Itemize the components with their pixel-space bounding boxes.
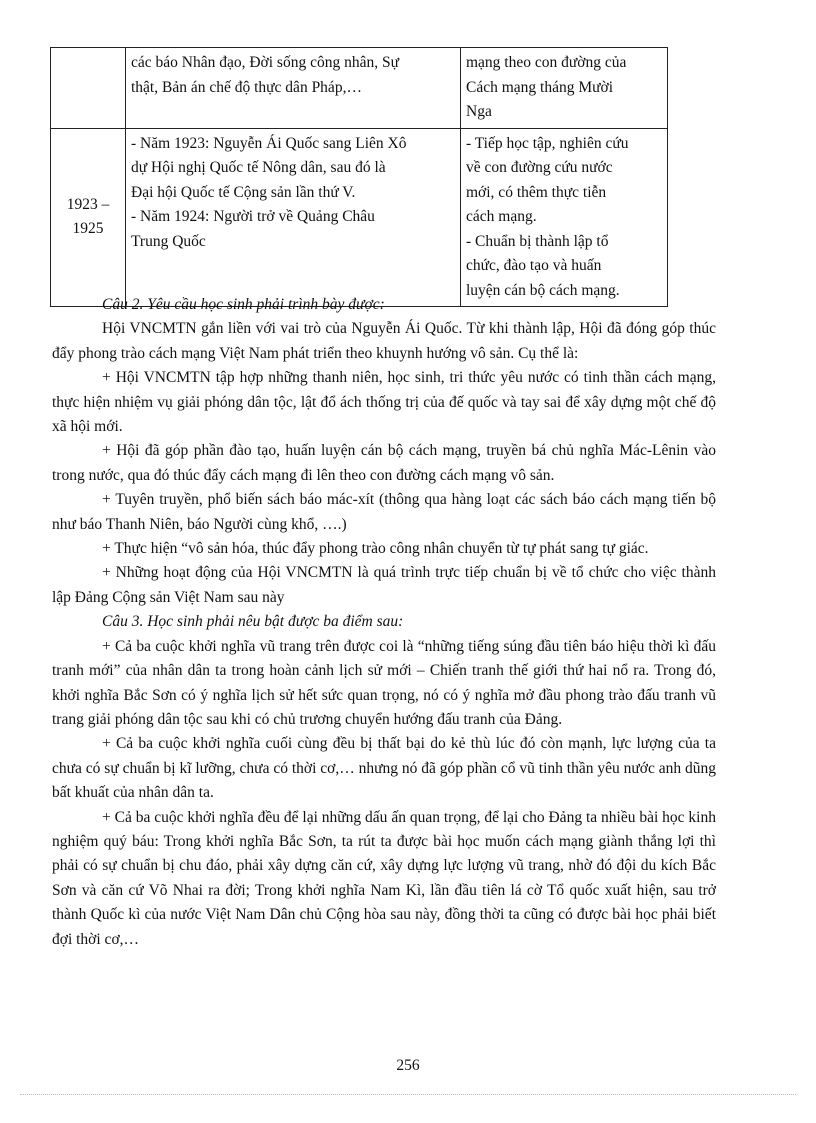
body-paragraph: + Hội đã góp phần đào tạo, huấn luyện cán bộ cách mạng, truyền bá chủ nghĩa Mác-Lênin vào trong nước, qua đó thúc đẩy cách mạng đi lên theo con đường cách mạng vô sản. [52, 442, 716, 484]
table-row [51, 48, 668, 129]
body-paragraph: + Cả ba cuộc khởi nghĩa vũ trang trên được coi là “những tiếng súng đầu tiên báo hiệu thời kì đấu tranh mới” của nhân dân ta trong hoàn cảnh lịch sử mới – Chiến tranh thế giới thứ hai nổ ra. Trong đó, khởi nghĩa Bắc Sơn có ý nghĩa lịch sử hết sức quan trọng, nó có ý nghĩa mở đầu phong trào đấu tranh vũ trang giải phóng dân tộc sau khi có chủ trương chuyển hướng đấu tranh của Đảng. [52, 637, 716, 728]
significance-line: Nga [466, 103, 492, 120]
footer-divider [20, 1094, 796, 1095]
events-line: - Năm 1924: Người trở về Quảng Châu [131, 208, 375, 225]
events-cell [126, 128, 461, 307]
significance-line: Cách mạng tháng Mười [466, 78, 614, 96]
significance-line: - Chuẩn bị thành lập tổ [466, 232, 609, 250]
question-heading: Câu 2. Yêu cầu học sinh phải trình bày được: [102, 296, 385, 313]
body-paragraph: + Hội VNCMTN tập hợp những thanh niên, học sinh, tri thức yêu nước có tinh thần cách mạng, thực hiện nhiệm vụ giải phóng dân tộc, lật đổ ách thống trị của đế quốc và tay sai để xây dựng một chế độ xã hội mới. [52, 369, 716, 436]
significance-cell [461, 128, 668, 307]
events-line: dự Hội nghị Quốc tế Nông dân, sau đó là [131, 159, 386, 176]
significance-line: luyện cán bộ cách mạng. [466, 281, 620, 299]
events-line: thật, Bản án chế độ thực dân Pháp,… [131, 78, 362, 96]
significance-line: chức, đào tạo và huấn [466, 257, 602, 274]
year-cell: 1923 – 1925 [51, 128, 126, 307]
question-heading: Câu 3. Học sinh phải nêu bật được ba điểm sau: [102, 613, 404, 631]
significance-line: - Tiếp học tập, nghiên cứu [466, 134, 629, 152]
body-paragraph: + Cả ba cuộc khởi nghĩa đều để lại những dấu ấn quan trọng, để lại cho Đảng ta nhiều bài học kinh nghiệm quý báu: Trong khởi nghĩa Bắc Sơn, ta rút ta được bài học muốn cách mạng giành thắng lợi thì phải có sự chuẩn bị chu đáo, phải xây dựng căn cứ, xây dựng lực lượng vũ trang, nhờ đó đội du kích Bắc Sơn và căn cứ Võ Nhai ra đời; Trong khởi nghĩa Nam Kì, lần đầu tiên lá cờ Tổ quốc xuất hiện, sau trở thành Quốc kì của nước Việt Nam Dân chủ Cộng hòa sau này, đồng thời ta cũng có được bài học phải biết đợi thời cơ,… [52, 808, 716, 948]
year-cell [51, 48, 126, 129]
body-paragraph: Hội VNCMTN gắn liền với vai trò của Nguyễn Ái Quốc. Từ khi thành lập, Hội đã đóng góp thúc đẩy phong trào cách mạng Việt Nam phát triển theo khuynh hướng vô sản. Cụ thể là: [52, 320, 716, 362]
events-cell [126, 48, 461, 129]
significance-line: mới, có thêm thực tiễn [466, 183, 607, 201]
events-line: - Năm 1923: Nguyễn Ái Quốc sang Liên Xô [131, 134, 407, 152]
answer-text [52, 293, 716, 952]
body-paragraph: + Những hoạt động của Hội VNCMTN là quá trình trực tiếp chuẩn bị về tổ chức cho việc thành lập Đảng Cộng sản Việt Nam sau này [52, 564, 716, 606]
significance-cell [461, 48, 668, 129]
events-line: Đại hội Quốc tế Cộng sản lần thứ V. [131, 183, 356, 201]
page-number: 256 [396, 1057, 420, 1074]
table-row [51, 128, 668, 307]
body-paragraph: + Cả ba cuộc khởi nghĩa cuối cùng đều bị thất bại do kẻ thù lúc đó còn mạnh, lực lượng của ta chưa có sự chuẩn bị kĩ lưỡng, chưa có thời cơ,… nhưng nó đã góp phần cổ vũ tinh thần yêu nước anh dũng bất khuất của nhân dân ta. [52, 735, 716, 802]
history-table [50, 47, 668, 307]
significance-line: cách mạng. [466, 208, 537, 225]
events-line: Trung Quốc [131, 232, 206, 250]
body-paragraph: + Tuyên truyền, phổ biến sách báo mác-xít (thông qua hàng loạt các sách báo cách mạng tiến bộ như báo Thanh Niên, báo Người cùng khổ, ….) [52, 491, 716, 533]
significance-line: mạng theo con đường của [466, 54, 627, 71]
significance-line: về con đường cứu nước [466, 159, 613, 176]
body-paragraph: + Thực hiện “vô sản hóa, thúc đẩy phong trào công nhân chuyển từ tự phát sang tự giác. [102, 540, 649, 558]
events-line: các báo Nhân đạo, Đời sống công nhân, Sự [131, 54, 399, 71]
